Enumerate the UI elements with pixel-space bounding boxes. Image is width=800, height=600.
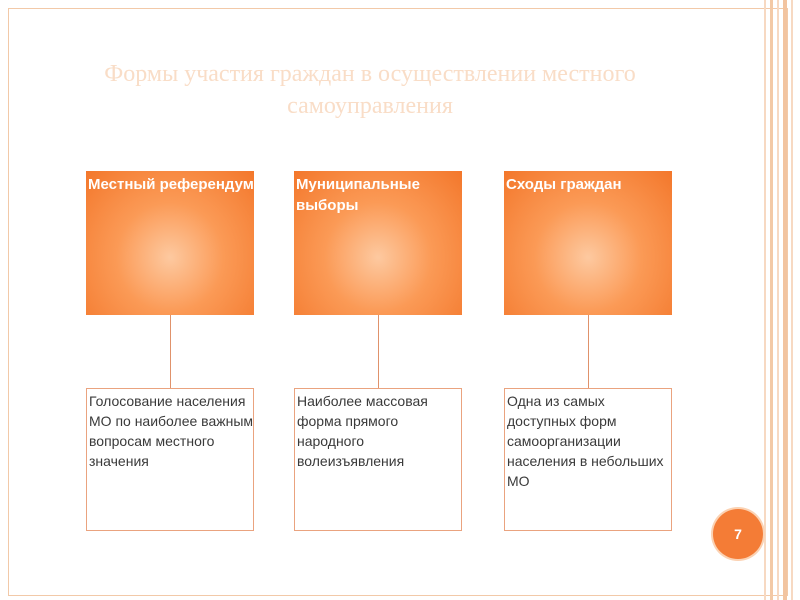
decorative-stripe bbox=[777, 0, 779, 600]
heading-label: Муниципальные выборы bbox=[296, 176, 420, 214]
connector-line bbox=[588, 315, 589, 388]
connector-line bbox=[378, 315, 379, 388]
heading-label: Сходы граждан bbox=[506, 176, 622, 193]
description-text: Наиболее массовая форма прямого народного волеизъявления bbox=[297, 393, 428, 469]
page-number-badge: 7 bbox=[713, 509, 763, 559]
heading-box-referendum bbox=[86, 171, 254, 315]
decorative-stripe bbox=[764, 0, 766, 600]
decorative-stripe bbox=[791, 0, 793, 600]
heading-box-gatherings bbox=[504, 171, 672, 315]
heading-box-elections bbox=[294, 171, 462, 315]
slide-title: Формы участия граждан в осуществлении местного самоуправления bbox=[104, 61, 636, 119]
description-text: Голосование населения МО по наиболее важным вопросам местного значения bbox=[89, 393, 254, 469]
connector-line bbox=[170, 315, 171, 388]
decorative-stripe bbox=[770, 0, 773, 600]
description-box-referendum bbox=[86, 388, 254, 531]
description-text: Одна из самых доступных форм самоорганизации населения в небольших МО bbox=[507, 393, 664, 489]
decorative-stripe bbox=[783, 0, 787, 600]
description-box-elections bbox=[294, 388, 462, 531]
heading-label: Местный референдум bbox=[88, 176, 254, 193]
description-box-gatherings bbox=[504, 388, 672, 531]
